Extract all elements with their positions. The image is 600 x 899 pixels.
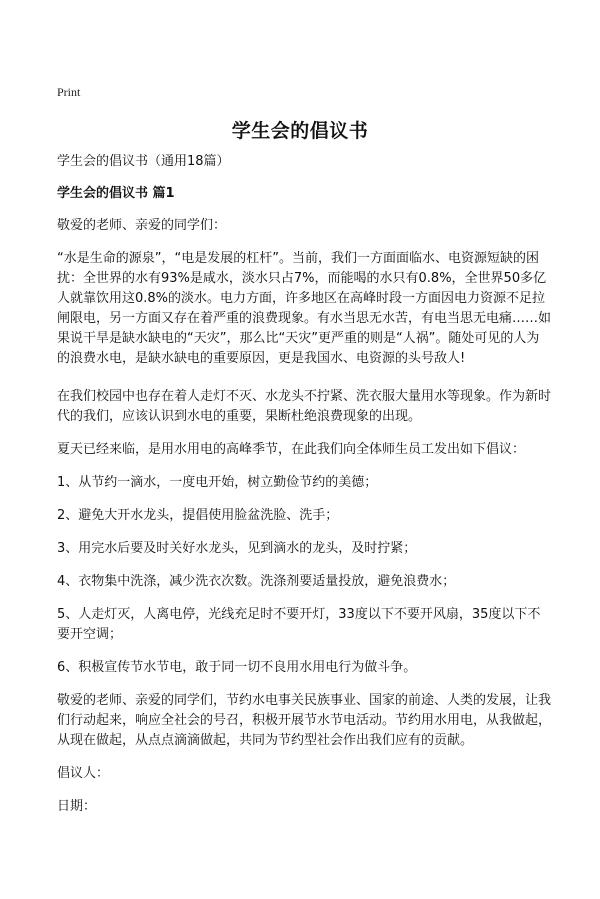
document-title: 学生会的倡议书 bbox=[231, 120, 369, 142]
paragraph-campus: 在我们校园中也存在着人走灯不灭、水龙头不拧紧、洗衣服大量用水等现象。作为新时代的我们，应该认识到水电的重要，果断杜绝浪费现象的出现。 bbox=[57, 389, 552, 424]
greeting: 敬爱的老师、亲爱的同学们： bbox=[57, 218, 227, 233]
list-item: 1、从节约一滴水，一度电开始，树立勤俭节约的美德； bbox=[57, 475, 378, 490]
list-item: 4、衣物集中洗涤，减少洗衣次数。洗涤剂要适量投放，避免浪费水； bbox=[57, 574, 456, 589]
list-item: 2、避免大开水龙头，提倡使用脸盆洗脸、洗手； bbox=[57, 508, 339, 523]
document-subtitle: 学生会的倡议书（通用18篇） bbox=[57, 154, 230, 169]
print-label: Print bbox=[57, 85, 81, 99]
list-item: 5、人走灯灭，人离电停，光线充足时不要开灯，33度以下不要开风扇，35度以下不要开空调； bbox=[57, 607, 541, 642]
list-item: 6、积极宣传节水节电，敢于同一切不良用水用电行为做斗争。 bbox=[57, 660, 417, 675]
paragraph-closing: 敬爱的老师、亲爱的同学们，节约水电事关民族事业、国家的前途、人类的发展，让我们行动起来，响应全社会的号召，积极开展节水节电活动。节约用水用电，从我做起，从现在做起，从点点滴滴做起，共同为节约型社会作出我们应有的贡献。 bbox=[57, 693, 552, 748]
paragraph-call: 夏天已经来临，是用水用电的高峰季节，在此我们向全体师生员工发出如下倡议： bbox=[57, 442, 526, 457]
document-body bbox=[57, 152, 551, 830]
signature-label: 倡议人： bbox=[57, 766, 110, 781]
paragraph-intro: “水是生命的源泉”，“电是发展的杠杆”。当前，我们一方面面临水、电资源短缺的困扰：全世界的水有93%是咸水，淡水只占7%，而能喝的水只有0.8%，全世界50多亿人就靠饮用这0.8%的淡水。电力方面，许多地区在高峰时段一方面因电力资源不足拉闸限电，另一方面又存在着严重的浪费现象。有水当思无水苦，有电当思无电痛……如果说干旱是缺水缺电的“天灾”，那么比“天灾”更严重的则是“人祸”。随处可见的人为的浪费水电，是缺水缺电的重要原因，更是我国水、电资源的头号敌人! bbox=[57, 251, 552, 366]
date-label: 日期： bbox=[57, 799, 97, 814]
list-item: 3、用完水后要及时关好水龙头，见到滴水的龙头，及时拧紧； bbox=[57, 541, 417, 556]
section-heading: 学生会的倡议书 篇1 bbox=[57, 186, 175, 201]
